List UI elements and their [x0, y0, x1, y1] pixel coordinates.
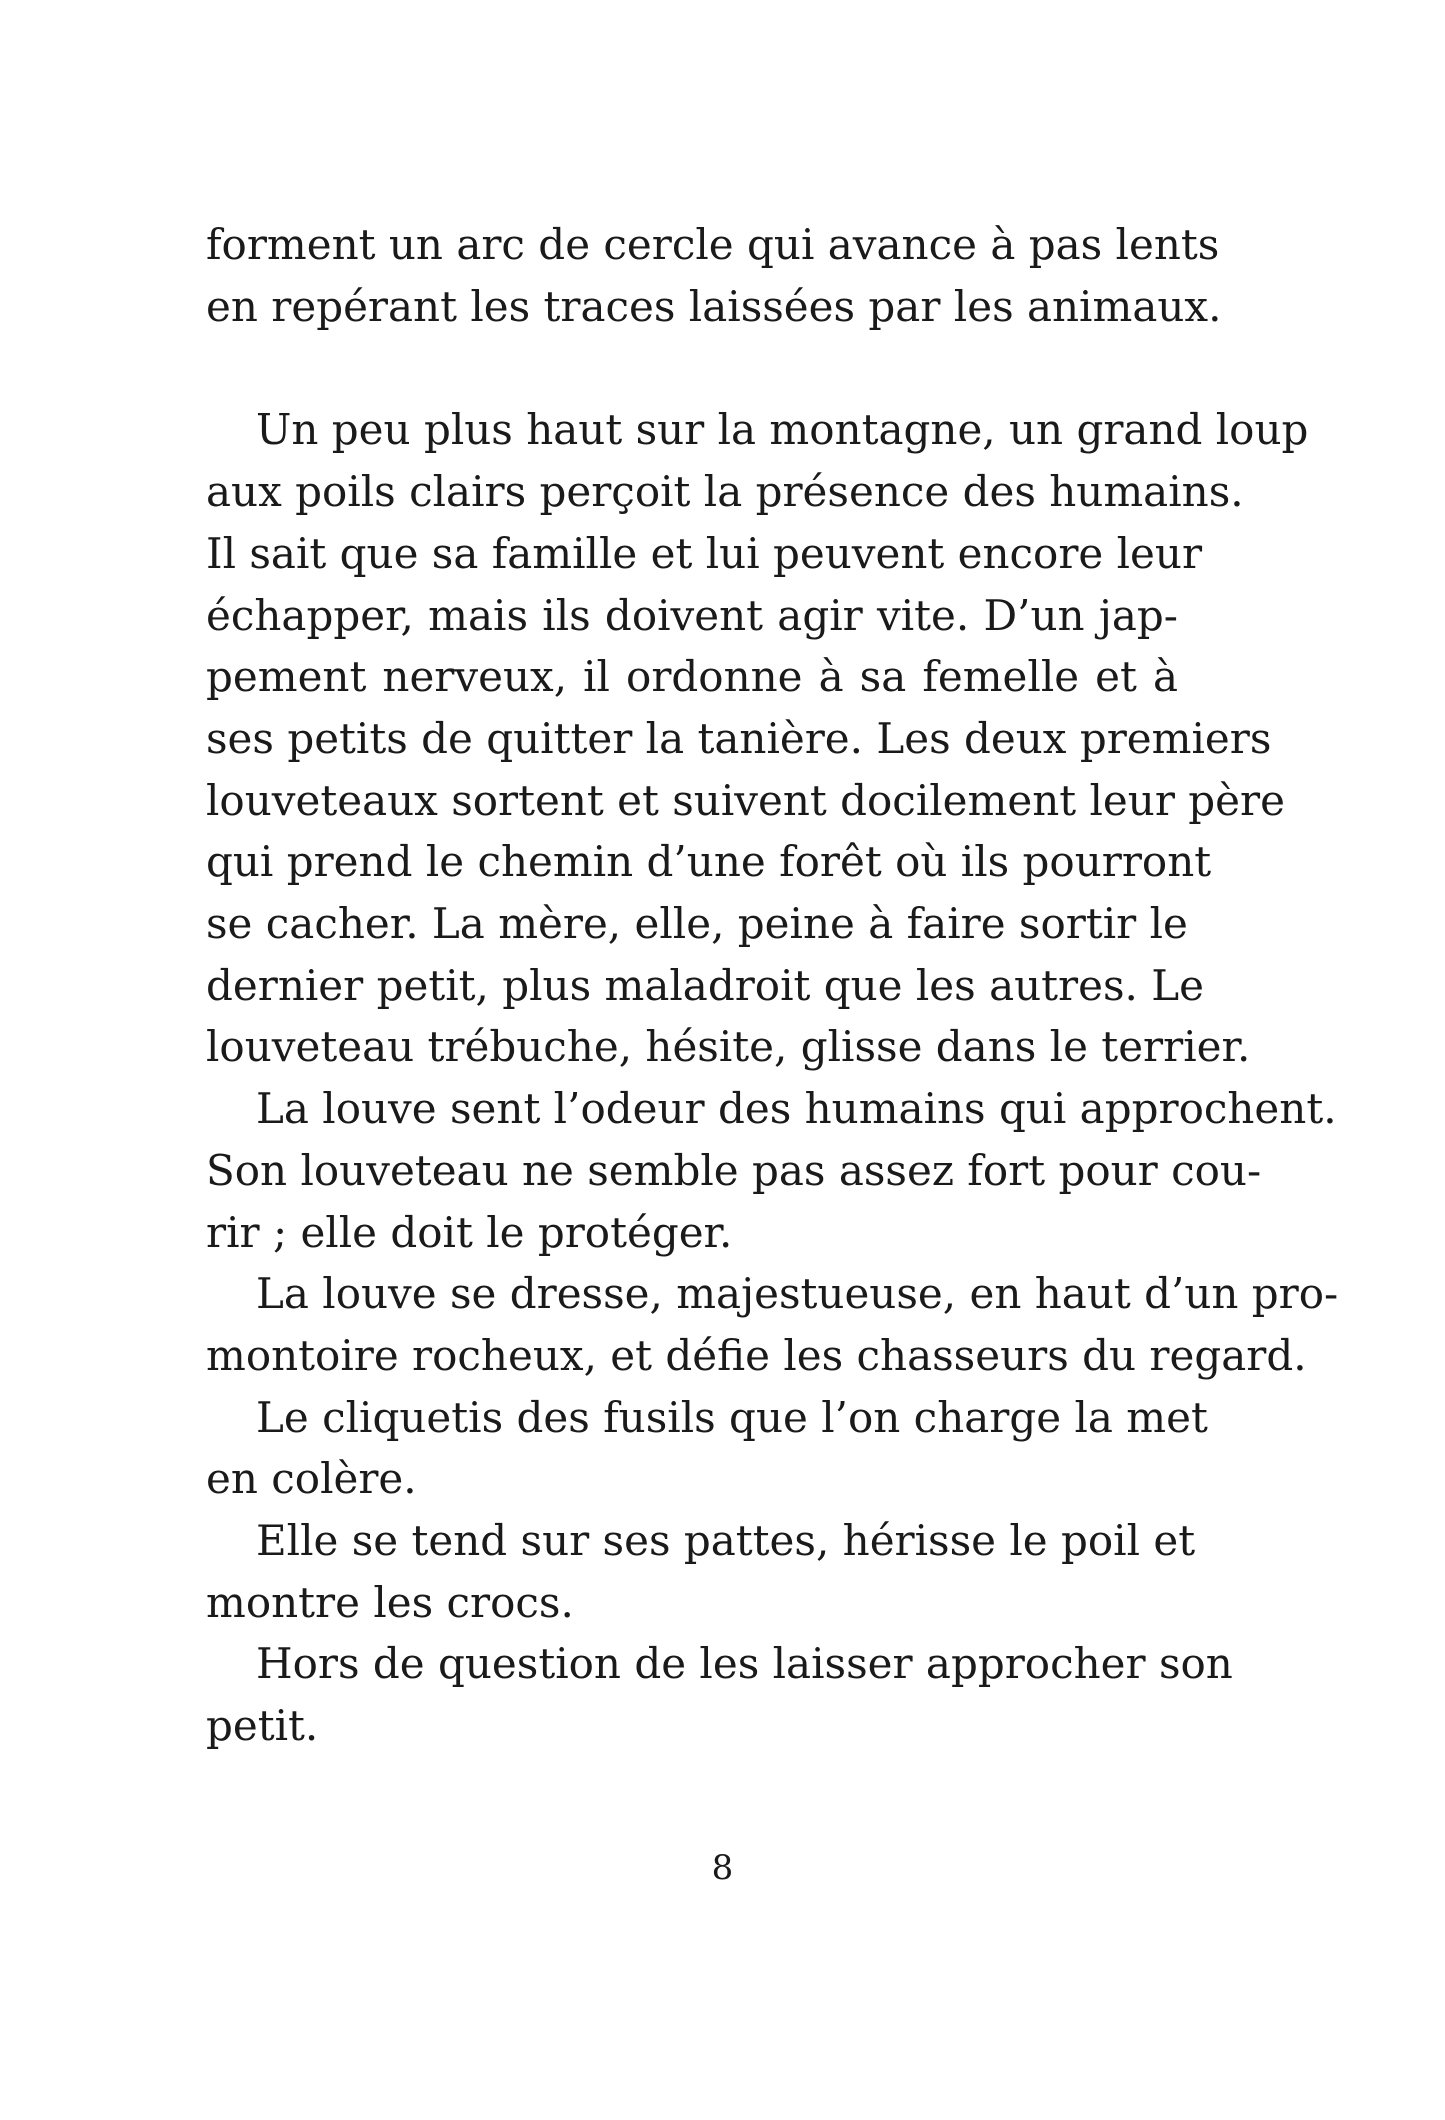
- text-line: se cacher. La mère, elle, peine à faire sortir le: [206, 899, 1188, 949]
- paragraph: [206, 1387, 1208, 1510]
- paragraph: [206, 1078, 1337, 1263]
- text-line: Son louveteau ne semble pas assez fort pour cou-: [206, 1145, 1262, 1195]
- text-line: ses petits de quitter la tanière. Les deux premiers: [206, 713, 1272, 763]
- paragraph: [206, 1263, 1339, 1386]
- text-line: Un peu plus haut sur la montagne, un grand loup: [256, 405, 1309, 455]
- text-line: aux poils clairs perçoit la présence des humains.: [206, 467, 1244, 517]
- text-line: pement nerveux, il ordonne à sa femelle et à: [206, 652, 1178, 702]
- text-line: en colère.: [206, 1454, 417, 1504]
- section-break: [206, 337, 1178, 399]
- text-line: Il sait que sa famille et lui peuvent encore leur: [206, 528, 1203, 578]
- paragraph: [206, 399, 1309, 1078]
- text-line: en repérant les traces laissées par les animaux.: [206, 281, 1222, 331]
- paragraph: [206, 1510, 1196, 1633]
- text-line: montoire rocheux, et défie les chasseurs du regard.: [206, 1330, 1307, 1380]
- paragraph: [206, 1633, 1233, 1756]
- text-line: Elle se tend sur ses pattes, hérisse le poil et: [256, 1516, 1196, 1566]
- text-line: petit.: [206, 1701, 319, 1751]
- page-number: 8: [711, 1848, 734, 1888]
- text-line: rir ; elle doit le protéger.: [206, 1207, 733, 1257]
- paragraph: [206, 214, 1222, 337]
- body-text: [206, 214, 1339, 1757]
- text-line: forment un arc de cercle qui avance à pas lents: [206, 220, 1220, 269]
- text-line: Hors de question de les laisser approcher son: [256, 1639, 1233, 1689]
- text-line: dernier petit, plus maladroit que les autres. Le: [206, 960, 1204, 1010]
- text-line: La louve sent l’odeur des humains qui approchent.: [256, 1084, 1337, 1134]
- text-line: louveteaux sortent et suivent docilement leur père: [206, 775, 1285, 825]
- text-line: La louve se dresse, majestueuse, en haut d’un pro-: [256, 1269, 1339, 1319]
- text-line: montre les crocs.: [206, 1577, 574, 1627]
- text-line: louveteau trébuche, hésite, glisse dans le terrier.: [206, 1022, 1251, 1072]
- text-line: qui prend le chemin d’une forêt où ils pourront: [206, 837, 1212, 887]
- text-line: échapper, mais ils doivent agir vite. D’un jap-: [206, 590, 1178, 640]
- text-line: Le cliquetis des fusils que l’on charge la met: [256, 1392, 1208, 1442]
